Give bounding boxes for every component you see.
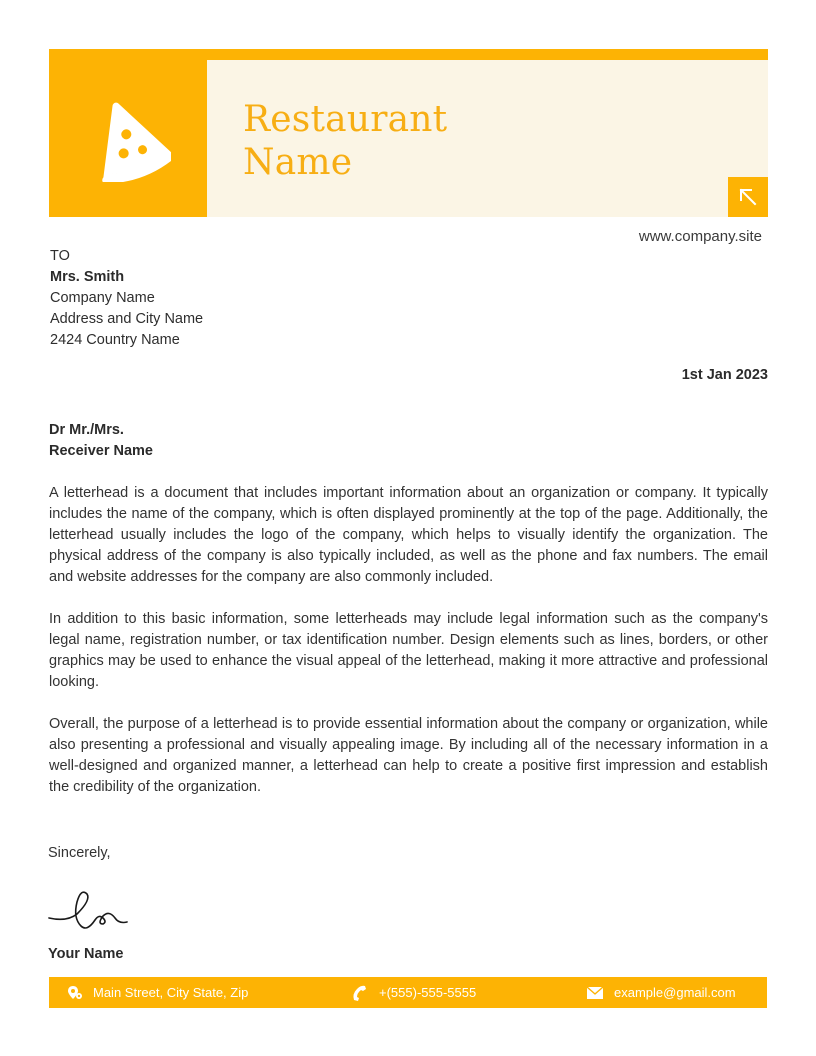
body-paragraph-1: A letterhead is a document that includes important information about an organization or company. It typically includes the name of the company, which is often displayed prominently at the top of the page. Additionally, the letterhead usually includes the logo of the company, which helps to visually identify the organization. The physical address of the company is also typically included, as well as the phone and fax numbers. The email and website addresses for the company are also commonly included. xyxy=(49,485,768,585)
recipient-address: Address and City Name xyxy=(50,311,204,327)
signature xyxy=(47,888,137,943)
header-top-bar xyxy=(49,49,768,60)
pizza-slice-icon xyxy=(85,96,171,182)
title-panel xyxy=(207,60,768,217)
salutation xyxy=(49,420,153,462)
letter-body xyxy=(49,483,768,819)
corner-arrow-button[interactable] xyxy=(728,177,768,217)
footer-phone-text: +(555)-555-5555 xyxy=(379,985,477,1000)
footer-phone[interactable] xyxy=(351,977,476,1008)
footer-email[interactable] xyxy=(586,977,736,1008)
salutation-line2: Receiver Name xyxy=(49,443,153,459)
letter-date: 1st Jan 2023 xyxy=(681,367,768,383)
your-name: Your Name xyxy=(48,946,124,962)
restaurant-name xyxy=(243,98,447,184)
footer-email-text: example@gmail.com xyxy=(614,985,736,1000)
location-pin-icon xyxy=(67,985,83,1001)
arrow-up-left-icon xyxy=(737,186,759,208)
website-link[interactable]: www.company.site xyxy=(638,228,762,245)
footer-bar xyxy=(49,977,767,1008)
footer-address xyxy=(67,977,248,1008)
recipient-name: Mrs. Smith xyxy=(50,269,125,285)
recipient-company: Company Name xyxy=(50,290,155,306)
body-paragraph-3: Overall, the purpose of a letterhead is to provide essential information about the company or organization, while also presenting a professional and visually appealing image. By including all of the necessary information in a well-designed and organized manner, a letterhead can help to create a positive first impression and establish the credibility of the organization. xyxy=(49,716,768,795)
phone-icon xyxy=(351,984,369,1002)
logo-block xyxy=(49,60,207,217)
recipient-block xyxy=(50,246,203,351)
closing-text: Sincerely, xyxy=(48,845,111,861)
body-paragraph-2: In addition to this basic information, some letterheads may include legal information such as the company's legal name, registration number, or tax identification number. Design elements such as lines, borders, or other graphics may be used to enhance the visual appeal of the letterhead, making it more attractive and professional looking. xyxy=(49,611,768,690)
footer-address-text: Main Street, City State, Zip xyxy=(93,985,249,1000)
recipient-country: 2424 Country Name xyxy=(50,332,180,348)
restaurant-name-line2: Name xyxy=(243,142,353,183)
salutation-line1: Dr Mr./Mrs. xyxy=(49,422,124,438)
restaurant-name-line1: Restaurant xyxy=(243,99,448,140)
envelope-icon xyxy=(586,986,604,1000)
to-label: TO xyxy=(50,248,70,264)
